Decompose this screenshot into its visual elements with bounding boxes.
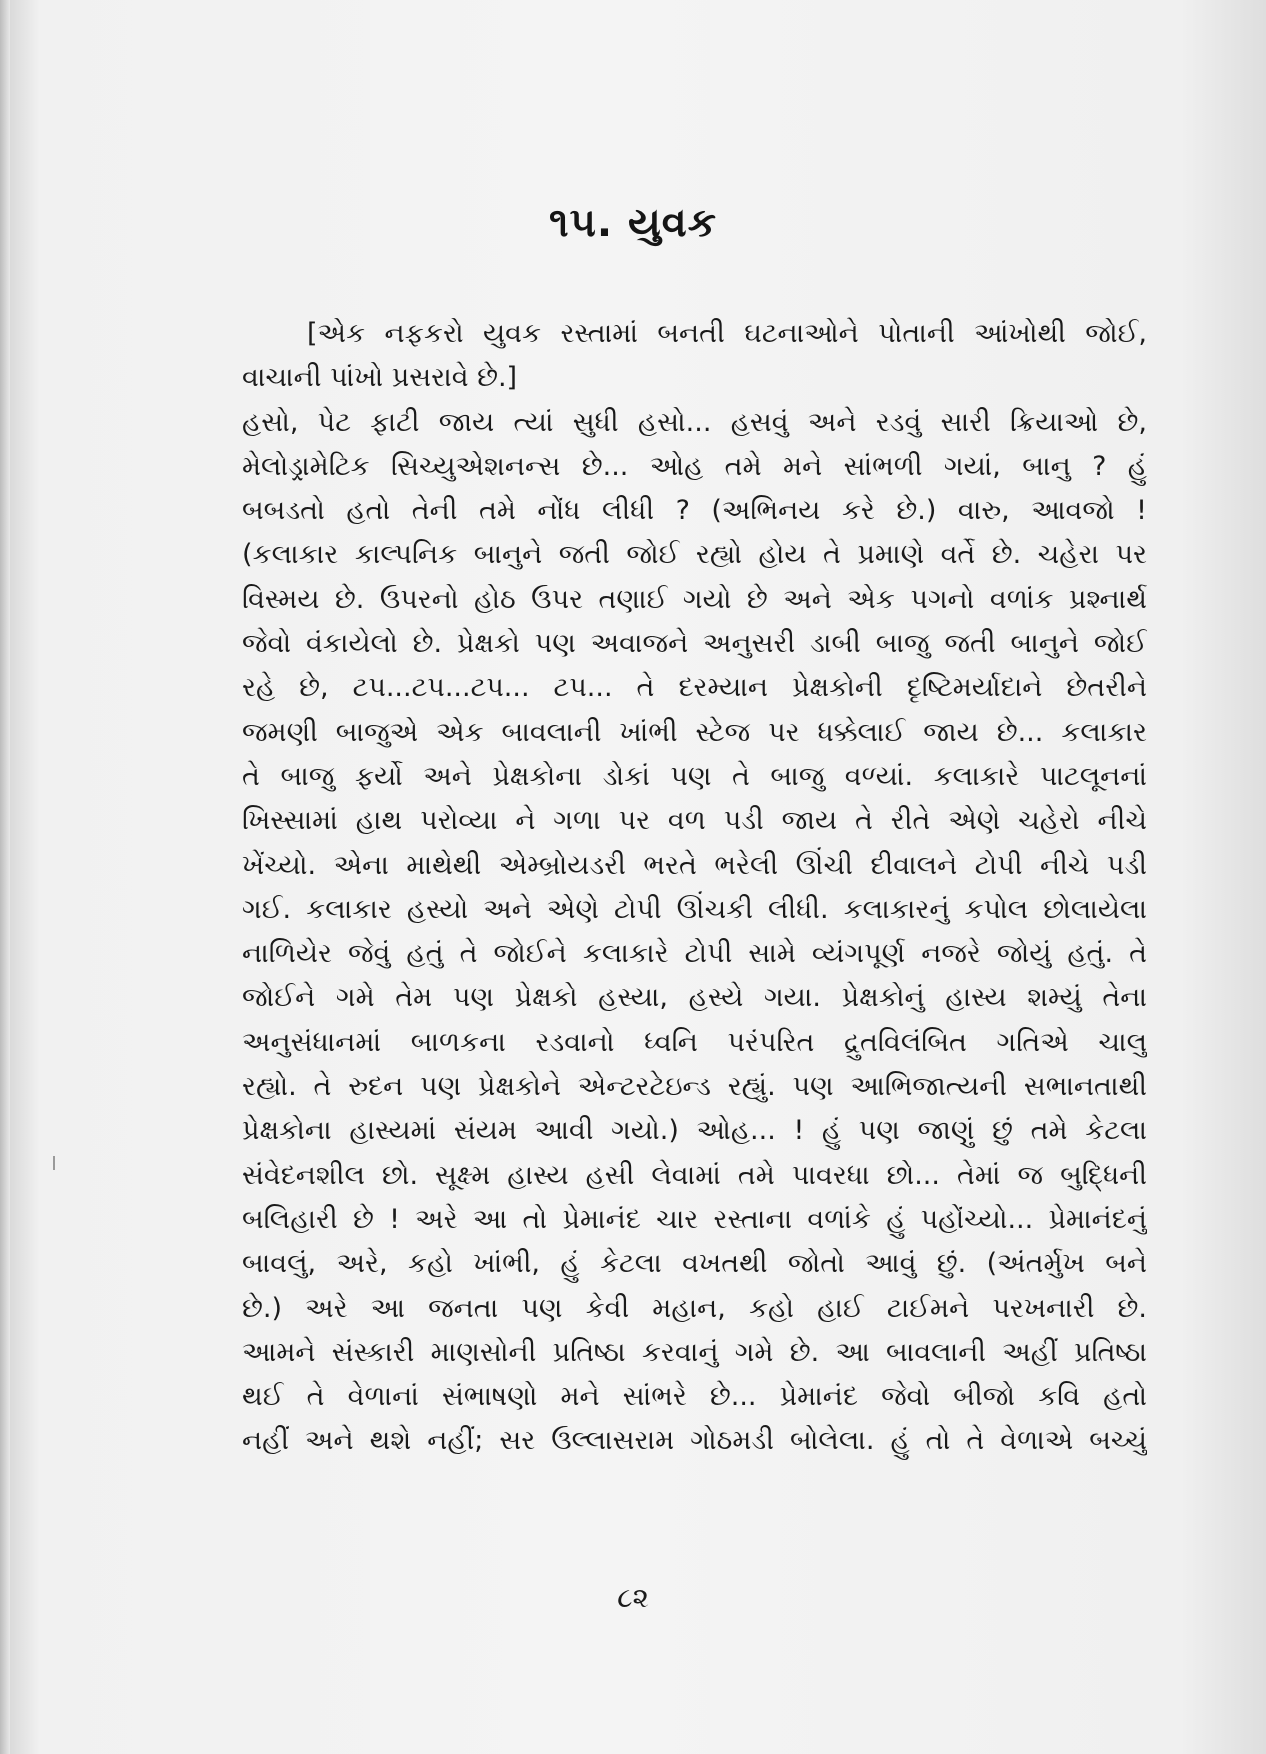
text-line-12: ખિસ્સામાં હાથ પરોવ્યા ને ગળા પર વળ પડી જાય તે રીતે એણે ચહેરો નીચે <box>242 805 1147 837</box>
text-line-26: નહીં અને થશે નહીં; સર ઉલ્લાસરામ ગોઠમડી બોલેલા. હું તો તે વેળાએ બચ્ચું <box>242 1425 1147 1457</box>
text-line-22: બાવલું, અરે, કહો ખાંભી, હું કેટલા વખતથી જોતો આવું છું. (અંતર્મુખ બને <box>242 1248 1147 1280</box>
text-line-18: રહ્યો. તે રુદન પણ પ્રેક્ષકોને એન્ટરટેઇન્ડ રહ્યું. પણ આભિજાત્યની સભાનતાથી <box>242 1071 1147 1103</box>
page-edge-shadow <box>0 0 10 1754</box>
text-line-10: જમણી બાજુએ એક બાવલાની ખાંભી સ્ટેજ પર ધક્કેલાઈ જાય છે... કલાકાર <box>242 716 1147 748</box>
text-line-25: થઈ તે વેળાનાં સંભાષણો મને સાંભરે છે... પ્રેમાનંદ જેવો બીજો કવિ હતો <box>242 1381 1147 1413</box>
margin-mark <box>53 1156 55 1170</box>
text-line-21: બલિહારી છે ! અરે આ તો પ્રેમાનંદ ચાર રસ્તાના વળાંકે હું પહોંચ્યો... પ્રેમાનંદનું <box>242 1203 1147 1235</box>
chapter-title: ૧૫. યુવક <box>549 200 717 246</box>
body-text <box>242 312 1147 1464</box>
text-line-24: આમને સંસ્કારી માણસોની પ્રતિષ્ઠા કરવાનું ગમે છે. આ બાવલાની અહીં પ્રતિષ્ઠા <box>242 1336 1147 1368</box>
text-line-6: (કલાકાર કાલ્પનિક બાનુને જતી જોઈ રહ્યો હોય તે પ્રમાણે વર્તે છે. ચહેરા પર <box>242 539 1147 571</box>
text-line-13: ખેંચ્યો. એના માથેથી એમ્બ્રોયડરી ભરતે ભરેલી ઊંચી દીવાલને ટોપી નીચે પડી <box>242 849 1147 881</box>
text-line-17: અનુસંધાનમાં બાળકના રડવાનો ધ્વનિ પરંપરિત દ્રુતવિલંબિત ગતિએ ચાલુ <box>242 1026 1147 1058</box>
text-line-9: રહે છે, ટપ...ટપ...ટપ... ટપ... તે દરમ્યાન પ્રેક્ષકોની દૃષ્ટિમર્યાદાને છેતરીને <box>242 672 1147 704</box>
text-line-16: જોઈને ગમે તેમ પણ પ્રેક્ષકો હસ્યા, હસ્યે ગયા. પ્રેક્ષકોનું હાસ્ય શમ્યું તેના <box>242 982 1147 1014</box>
text-line-3: હસો, પેટ ફાટી જાય ત્યાં સુધી હસો... હસવું અને રડવું સારી ક્રિયાઓ છે, <box>242 406 1147 438</box>
text-line-7: વિસ્મય છે. ઉપરનો હોઠ ઉપર તણાઈ ગયો છે અને એક પગનો વળાંક પ્રશ્નાર્થ <box>242 583 1147 615</box>
text-line-14: ગઈ. કલાકાર હસ્યો અને એણે ટોપી ઊંચકી લીધી. કલાકારનું કપોલ છોલાયેલા <box>242 893 1147 925</box>
text-line-19: પ્રેક્ષકોના હાસ્યમાં સંયમ આવી ગયો.) ઓહ... ! હું પણ જાણું છું તમે કેટલા <box>242 1115 1147 1147</box>
text-line-20: સંવેદનશીલ છો. સૂક્ષ્મ હાસ્ય હસી લેવામાં તમે પાવરધા છો... તેમાં જ બુદ્ધિની <box>242 1159 1147 1191</box>
text-line-11: તે બાજુ ફર્યો અને પ્રેક્ષકોના ડોકાં પણ તે બાજુ વળ્યાં. કલાકારે પાટલૂનનાં <box>242 760 1147 792</box>
text-line-2: વાચાની પાંખો પ્રસરાવે છે.] <box>242 362 518 394</box>
text-line-5: બબડતો હતો તેની તમે નોંધ લીધી ? (અભિનય કરે છે.) વારુ, આવજો ! <box>242 495 1147 527</box>
text-line-4: મેલોડ્રામેટિક સિચ્યુએશનન્સ છે... ઓહ તમે મને સાંભળી ગયાં, બાનુ ? હું <box>242 450 1147 482</box>
text-line-23: છે.) અરે આ જનતા પણ કેવી મહાન, કહો હાઈ ટાઈમને પરખનારી છે. <box>242 1292 1147 1324</box>
text-line-8: જેવો વંકાયેલો છે. પ્રેક્ષકો પણ અવાજને અનુસરી ડાબી બાજુ જતી બાનુને જોઈ <box>242 628 1147 660</box>
page-number: ૮૨ <box>617 1581 649 1614</box>
text-line-15: નાળિયેર જેવું હતું તે જોઈને કલાકારે ટોપી સામે વ્યંગપૂર્ણ નજરે જોયું હતું. તે <box>242 938 1147 970</box>
text-line-1: [એક નફકરો યુવક રસ્તામાં બનતી ઘટનાઓને પોતાની આંખોથી જોઈ, <box>307 318 1147 349</box>
